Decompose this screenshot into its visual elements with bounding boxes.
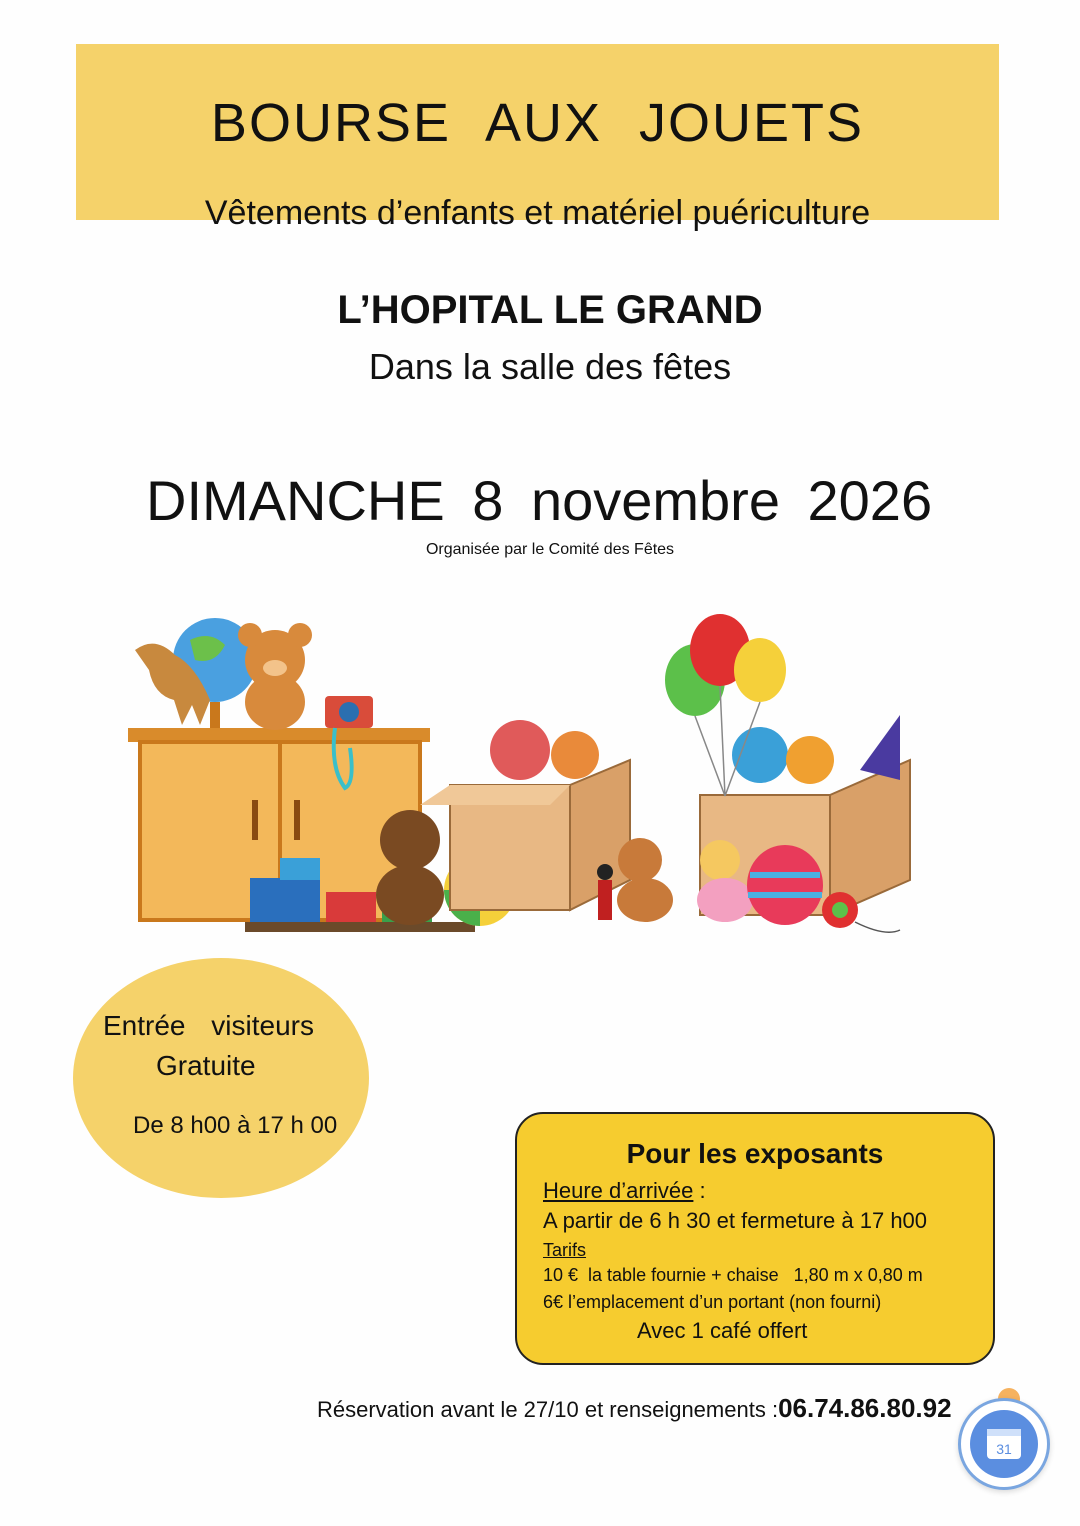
tarifs-label: Tarifs [543, 1240, 587, 1260]
calendar-button[interactable] [958, 1398, 1050, 1490]
venue-name: L’HOPITAL LE GRAND [337, 288, 763, 332]
visitor-free: Gratuite [156, 1050, 256, 1081]
event-subtitle: Vêtements d’enfants et matériel puériculture [204, 194, 871, 232]
toy-soldier-icon [597, 864, 613, 920]
toys-illustration [120, 610, 940, 950]
coffee-offer: Avec 1 café offert [637, 1318, 808, 1343]
venue-room: Dans la salle des fêtes [368, 346, 732, 387]
arrival-text: A partir de 6 h 30 et fermeture à 17 h00 [543, 1208, 928, 1233]
event-date: DIMANCHE 8 novembre 2026 [146, 469, 933, 532]
tarif-rack: 6€ l’emplacement d’un portant (non fourni) [543, 1292, 882, 1312]
reservation-line [317, 1393, 952, 1424]
exhibitors-box [515, 1112, 995, 1365]
easter-egg-icon [747, 845, 823, 925]
visitor-entry: Entrée visiteurs [103, 1010, 314, 1041]
phone-number[interactable]: 06.74.86.80.92 [778, 1393, 952, 1423]
organizer: Organisée par le Comité des Fêtes [425, 541, 675, 558]
calendar-icon [961, 1401, 1047, 1487]
tarif-table: 10 € la table fournie + chaise 1,80 m x 0,80 m [543, 1265, 923, 1285]
calendar-day: 31 [996, 1441, 1012, 1457]
arrival-label: Heure d’arrivée : [543, 1178, 706, 1203]
title-banner [76, 44, 999, 232]
reservation-text: Réservation avant le 27/10 et renseignements : [317, 1397, 779, 1422]
visitor-hours: De 8 h00 à 17 h 00 [133, 1112, 338, 1139]
event-title: BOURSE AUX JOUETS [210, 93, 865, 153]
exhibitors-title: Pour les exposants [626, 1138, 884, 1169]
